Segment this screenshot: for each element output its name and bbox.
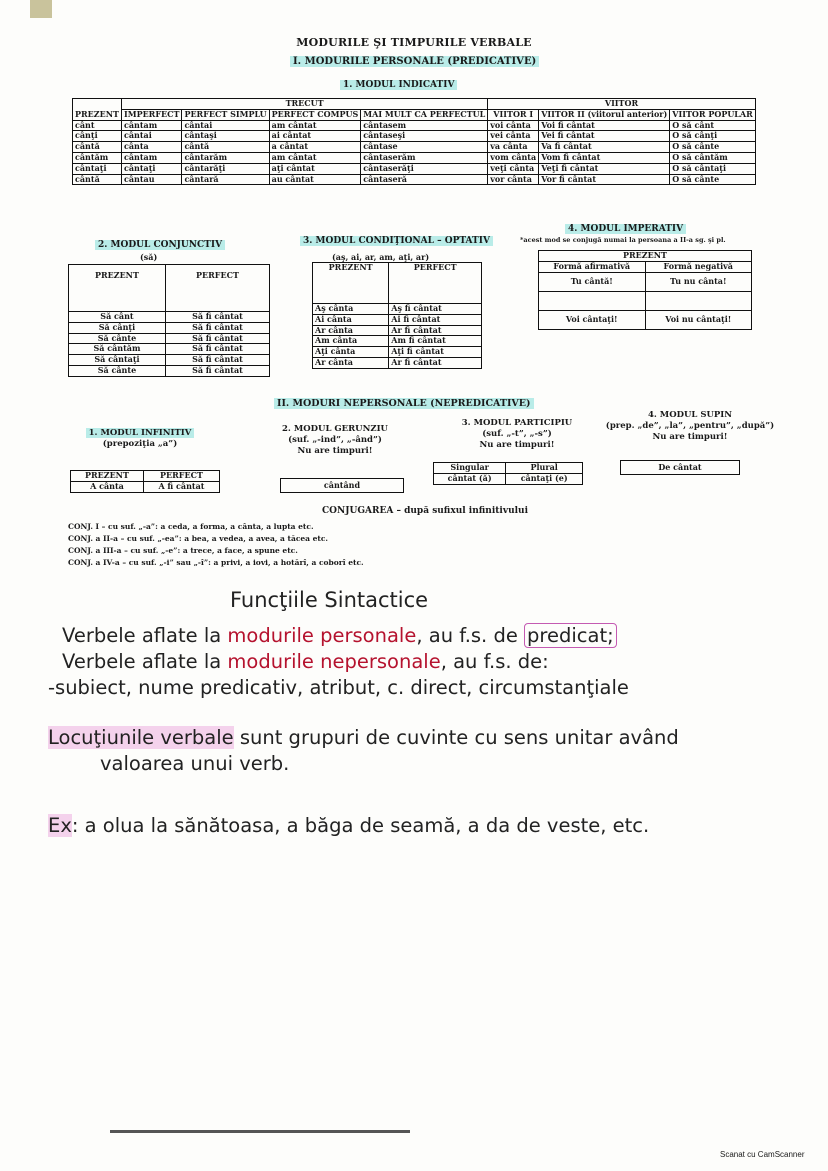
conditional-cell: Ar fi cântat bbox=[389, 357, 482, 368]
notes-line-6 bbox=[48, 814, 649, 837]
indicative-cell: Veţi fi cântat bbox=[539, 163, 670, 174]
conjunctive-row bbox=[69, 365, 270, 376]
indicative-cell: cântai bbox=[121, 131, 181, 142]
indicative-cell: cânţi bbox=[73, 131, 122, 142]
conditional-row bbox=[313, 304, 482, 315]
col-viitor-2: VIITOR II (viitorul anterior) bbox=[539, 109, 670, 120]
indicative-cell: O să cântaţi bbox=[670, 163, 756, 174]
indicative-cell: vor cânta bbox=[488, 174, 539, 185]
conjunctive-title-label: 2. MODUL CONJUNCTIV bbox=[95, 240, 225, 250]
indicative-cell: vom cânta bbox=[488, 152, 539, 163]
participle-note: Nu are timpuri! bbox=[479, 440, 555, 450]
infinitive-heading bbox=[60, 428, 220, 450]
indicative-cell: cântaseşi bbox=[361, 131, 488, 142]
participle-heading bbox=[432, 418, 602, 451]
conjunctive-table bbox=[68, 264, 270, 377]
imp-col-prezent: PREZENT bbox=[539, 251, 752, 262]
indicative-cell: aţi cântat bbox=[269, 163, 361, 174]
section-personal-label: I. MODURILE PERSONALE (PREDICATIVE) bbox=[290, 56, 539, 67]
indicative-cell: O să cânţi bbox=[670, 131, 756, 142]
conditional-cell: Ai fi cântat bbox=[389, 314, 482, 325]
notes-l2-text: Verbele aflate la bbox=[62, 650, 228, 673]
inf-col-prezent: PREZENT bbox=[71, 471, 144, 482]
indicative-cell: cântă bbox=[73, 142, 122, 153]
imp-col-afirmativa: Formă afirmativă bbox=[539, 261, 646, 272]
indicative-cell: cântăm bbox=[73, 152, 122, 163]
imp-neg-sg: Tu nu cânta! bbox=[645, 272, 752, 291]
notes-line-3: -subiect, nume predicativ, atribut, c. direct, circumstanţiale bbox=[48, 676, 629, 699]
conditional-title-label: 3. MODUL CONDIŢIONAL – OPTATIV bbox=[300, 236, 493, 246]
imperative-note: *acest mod se conjugă numai la persoana a II-a sg. şi pl. bbox=[520, 236, 726, 244]
supine-sub: (prep. „de”, „la”, „pentru”, „după”) bbox=[605, 421, 775, 431]
inf-col-perfect: PERFECT bbox=[143, 471, 219, 482]
part-plural-value: cântaţi (e) bbox=[506, 473, 583, 484]
imp-empty bbox=[645, 291, 752, 310]
gerund-title: 2. MODUL GERUNZIU bbox=[282, 424, 388, 434]
conjunctive-cell: Să cântăm bbox=[69, 344, 166, 355]
conditional-cell: Ar cânta bbox=[313, 357, 389, 368]
conjunctive-cell: Să fi cântat bbox=[165, 355, 269, 366]
cond-col-prezent: PREZENT bbox=[313, 263, 389, 304]
conditional-particles: (aş, ai, ar, am, aţi, ar) bbox=[332, 252, 430, 262]
participle-title: 3. MODUL PARTICIPIU bbox=[461, 418, 573, 428]
indicative-cell: cânta bbox=[121, 142, 181, 153]
conjunctive-cell: Să fi cântat bbox=[165, 344, 269, 355]
part-col-plural: Plural bbox=[506, 463, 583, 474]
indicative-title-label: 1. MODUL INDICATIV bbox=[340, 80, 457, 90]
indicative-cell: cântasem bbox=[361, 120, 488, 131]
infinitive-title-label: 1. MODUL INFINITIV bbox=[86, 428, 195, 438]
notes-l4-text: sunt grupuri de cuvinte cu sens unitar având bbox=[233, 726, 679, 749]
conjunctive-rows bbox=[69, 312, 270, 377]
conditional-row bbox=[313, 357, 482, 368]
notes-title: Funcţiile Sintactice bbox=[230, 588, 429, 612]
notes-l1-highlight: modurile personale bbox=[227, 624, 417, 647]
notes-line-5: valoarea unui verb. bbox=[100, 752, 290, 775]
indicative-cell: cântară bbox=[182, 174, 269, 185]
conjunctive-cell: Să fi cântat bbox=[165, 365, 269, 376]
gerund-sub: (suf. „-ind”, „-ând”) bbox=[288, 435, 382, 445]
conjunctive-title bbox=[95, 240, 225, 250]
notes-l1-text: Verbele aflate la bbox=[62, 624, 228, 647]
conditional-cell: Am cânta bbox=[313, 336, 389, 347]
indicative-cell: am cântat bbox=[269, 152, 361, 163]
conditional-row bbox=[313, 325, 482, 336]
conditional-row bbox=[313, 347, 482, 358]
participle-table bbox=[433, 462, 583, 485]
indicative-cell: cântam bbox=[121, 120, 181, 131]
conjunctive-cell: Să fi cântat bbox=[165, 333, 269, 344]
indicative-cell: Va fi cântat bbox=[539, 142, 670, 153]
conditional-cell: Ar cânta bbox=[313, 325, 389, 336]
indicative-cell: va cânta bbox=[488, 142, 539, 153]
notes-ex-label: Ex bbox=[48, 814, 72, 837]
notes-l2-text-2: , au f.s. de: bbox=[440, 650, 549, 673]
indicative-cell: cântă bbox=[182, 142, 269, 153]
conjunctive-cell: Să cânte bbox=[69, 365, 166, 376]
indicative-cell: Vei fi cântat bbox=[539, 131, 670, 142]
conjugation-title: CONJUGAREA – după sufixul infinitivului bbox=[322, 506, 529, 516]
bottom-pen-line bbox=[110, 1130, 410, 1133]
indicative-cell: cânt bbox=[73, 120, 122, 131]
indicative-row bbox=[73, 120, 756, 131]
conj-col-perfect: PERFECT bbox=[165, 265, 269, 312]
conjugation-line-1: CONJ. I – cu suf. „-a”: a ceda, a forma, a cânta, a lupta etc. bbox=[68, 522, 314, 531]
indicative-cell: cântaţi bbox=[73, 163, 122, 174]
conjunctive-cell: Să cânte bbox=[69, 333, 166, 344]
supine-note: Nu are timpuri! bbox=[652, 432, 728, 442]
conjugation-line-3: CONJ. a III-a – cu suf. „-e”: a trece, a face, a spune etc. bbox=[68, 546, 298, 555]
conditional-table bbox=[312, 262, 482, 369]
notes-line-1 bbox=[62, 624, 617, 647]
notes-line-2 bbox=[62, 650, 549, 673]
indicative-cell: cântam bbox=[121, 152, 181, 163]
conditional-cell: Aţi fi cântat bbox=[389, 347, 482, 358]
col-viitor-popular: VIITOR POPULAR bbox=[670, 109, 756, 120]
conjunctive-cell: Să cântaţi bbox=[69, 355, 166, 366]
conditional-rows bbox=[313, 304, 482, 369]
indicative-cell: veţi cânta bbox=[488, 163, 539, 174]
indicative-cell: O să cânte bbox=[670, 142, 756, 153]
indicative-cell: au cântat bbox=[269, 174, 361, 185]
indicative-rows bbox=[73, 120, 756, 185]
indicative-row bbox=[73, 152, 756, 163]
indicative-cell: O să cânte bbox=[670, 174, 756, 185]
inf-perfect-value: A fi cântat bbox=[143, 481, 219, 492]
col-viitor: VIITOR bbox=[488, 99, 756, 110]
infinitive-table bbox=[70, 470, 220, 493]
conditional-cell: Aş cânta bbox=[313, 304, 389, 315]
indicative-row bbox=[73, 174, 756, 185]
imp-empty bbox=[539, 291, 646, 310]
conjunctive-cell: Să cânt bbox=[69, 312, 166, 323]
indicative-cell: cântaserăţi bbox=[361, 163, 488, 174]
indicative-cell: Vor fi cântat bbox=[539, 174, 670, 185]
conjugation-line-2: CONJ. a II-a – cu suf. „-ea”: a bea, a vedea, a avea, a tăcea etc. bbox=[68, 534, 329, 543]
indicative-row bbox=[73, 163, 756, 174]
indicative-cell: cântarăm bbox=[182, 152, 269, 163]
infinitive-title bbox=[60, 428, 220, 439]
conjunctive-particle: (să) bbox=[140, 252, 158, 262]
conditional-row bbox=[313, 336, 482, 347]
part-singular-value: cântat (ă) bbox=[434, 473, 506, 484]
conditional-cell: Aş fi cântat bbox=[389, 304, 482, 315]
page-title: MODURILE ŞI TIMPURILE VERBALE bbox=[296, 36, 532, 49]
indicative-cell: cântase bbox=[361, 142, 488, 153]
supine-value: De cântat bbox=[620, 460, 740, 475]
col-perfect-simplu: PERFECT SIMPLU bbox=[182, 109, 269, 120]
infinitive-sub: (prepoziţia „a”) bbox=[102, 439, 178, 449]
col-imperfect: IMPERFECT bbox=[121, 109, 181, 120]
conj-col-prezent: PREZENT bbox=[69, 265, 166, 312]
col-perfect-compus: PERFECT COMPUS bbox=[269, 109, 361, 120]
imp-aff-sg: Tu cântă! bbox=[539, 272, 646, 291]
indicative-row bbox=[73, 142, 756, 153]
conjugation-line-4: CONJ. a IV-a – cu suf. „-i” sau „-î”: a privi, a iovi, a hotărî, a coborî etc. bbox=[68, 558, 364, 567]
conjunctive-cell: Să cânţi bbox=[69, 322, 166, 333]
conjunctive-row bbox=[69, 355, 270, 366]
conditional-cell: Am fi cântat bbox=[389, 336, 482, 347]
indicative-cell: O să cânt bbox=[670, 120, 756, 131]
conjunctive-cell: Să fi cântat bbox=[165, 312, 269, 323]
notes-l2-highlight: modurile nepersonale bbox=[227, 650, 441, 673]
supine-heading bbox=[590, 410, 790, 443]
section-nonpersonal-label: II. MODURI NEPERSONALE (NEPREDICATIVE) bbox=[274, 398, 534, 409]
conditional-cell: Aţi cânta bbox=[313, 347, 389, 358]
imp-neg-pl: Voi nu cântaţi! bbox=[645, 310, 752, 329]
gerund-note: Nu are timpuri! bbox=[297, 446, 373, 456]
notes-l1-text-2: , au f.s. de bbox=[416, 624, 525, 647]
col-mai-mult-ca-perfect: MAI MULT CA PERFECTUL bbox=[361, 109, 488, 120]
indicative-cell: cântă bbox=[73, 174, 122, 185]
conjunctive-cell: Să fi cântat bbox=[165, 322, 269, 333]
section-nonpersonal-moods bbox=[274, 398, 534, 409]
conjunctive-row bbox=[69, 322, 270, 333]
col-viitor-1: VIITOR I bbox=[488, 109, 539, 120]
indicative-title bbox=[340, 80, 457, 90]
section-personal-moods bbox=[290, 56, 539, 67]
indicative-cell: cântaşi bbox=[182, 131, 269, 142]
supine-title: 4. MODUL SUPIN bbox=[647, 410, 733, 420]
imperative-table bbox=[538, 250, 752, 330]
notes-ex-text: : a olua la sănătoasa, a băga de seamă, a da de veste, etc. bbox=[71, 814, 650, 837]
imp-col-negativa: Formă negativă bbox=[645, 261, 752, 272]
participle-sub: (suf. „-t”, „-s”) bbox=[482, 429, 552, 439]
conditional-cell: Ar fi cântat bbox=[389, 325, 482, 336]
imperative-title bbox=[565, 224, 686, 234]
indicative-cell: cântai bbox=[182, 120, 269, 131]
col-prezent: PREZENT bbox=[73, 99, 122, 121]
notes-l4-highlight: Locuţiunile verbale bbox=[48, 726, 234, 749]
indicative-cell: am cântat bbox=[269, 120, 361, 131]
corner-tab-mark bbox=[30, 0, 52, 18]
notes-l1-predicat: predicat; bbox=[524, 623, 617, 648]
imp-aff-pl: Voi cântaţi! bbox=[539, 310, 646, 329]
gerund-heading bbox=[260, 424, 410, 457]
inf-prezent-value: A cânta bbox=[71, 481, 144, 492]
indicative-cell: cântaseră bbox=[361, 174, 488, 185]
cond-col-perfect: PERFECT bbox=[389, 263, 482, 304]
scanner-footer: Scanat cu CamScanner bbox=[720, 1150, 805, 1159]
notes-line-4 bbox=[48, 726, 679, 749]
indicative-cell: Voi fi cântat bbox=[539, 120, 670, 131]
indicative-cell: cântaserăm bbox=[361, 152, 488, 163]
conjunctive-row bbox=[69, 333, 270, 344]
indicative-cell: voi cânta bbox=[488, 120, 539, 131]
conditional-row bbox=[313, 314, 482, 325]
conjunctive-row bbox=[69, 344, 270, 355]
conditional-title bbox=[300, 236, 493, 246]
indicative-cell: Vom fi cântat bbox=[539, 152, 670, 163]
indicative-cell: vei cânta bbox=[488, 131, 539, 142]
indicative-cell: a cântat bbox=[269, 142, 361, 153]
indicative-cell: ai cântat bbox=[269, 131, 361, 142]
indicative-cell: O să cântăm bbox=[670, 152, 756, 163]
conditional-cell: Ai cânta bbox=[313, 314, 389, 325]
indicative-cell: cântau bbox=[121, 174, 181, 185]
indicative-table bbox=[72, 98, 756, 185]
part-col-singular: Singular bbox=[434, 463, 506, 474]
indicative-row bbox=[73, 131, 756, 142]
indicative-cell: cântaţi bbox=[121, 163, 181, 174]
indicative-cell: cântarăţi bbox=[182, 163, 269, 174]
col-trecut: TRECUT bbox=[121, 99, 487, 110]
conjunctive-row bbox=[69, 312, 270, 323]
imperative-title-label: 4. MODUL IMPERATIV bbox=[565, 224, 686, 234]
gerund-value: cântând bbox=[280, 478, 404, 493]
